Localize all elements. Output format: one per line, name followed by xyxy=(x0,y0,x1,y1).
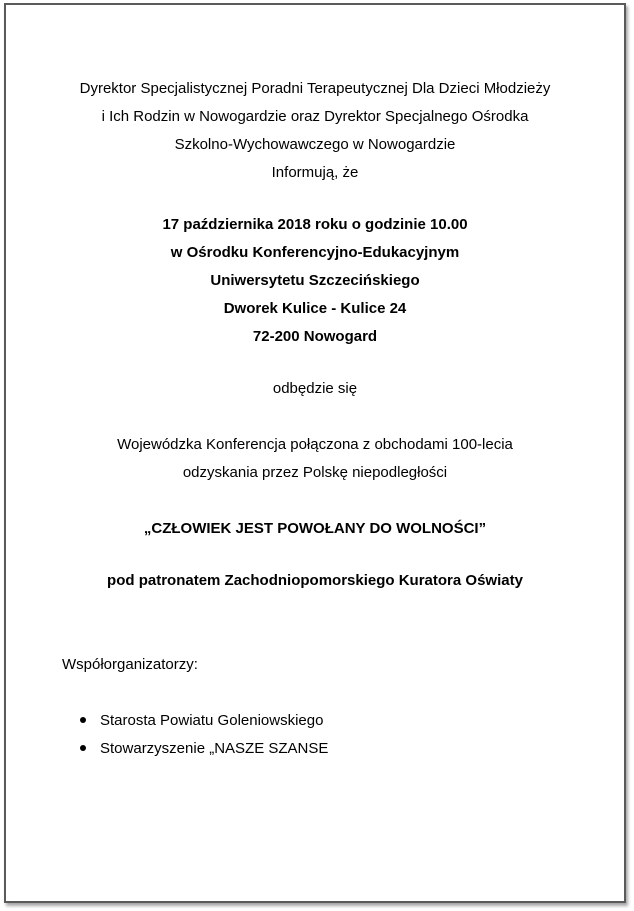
conference-title: „CZŁOWIEK JEST POWOŁANY DO WOLNOŚCI” xyxy=(143,520,487,537)
event-postal: 72-200 Nowogard xyxy=(252,328,378,345)
coorganizers-label: Współorganizatorzy: xyxy=(62,656,198,673)
document-page xyxy=(4,3,626,903)
bullet-icon xyxy=(80,717,86,723)
connector-text: odbędzie się xyxy=(272,380,358,397)
list-item xyxy=(80,740,328,758)
header-line-3: Szkolno-Wychowawczego w Nowogardzie xyxy=(174,136,456,153)
patronage-text: pod patronatem Zachodniopomorskiego Kuratora Oświaty xyxy=(107,572,523,589)
event-date: 17 października 2018 roku o godzinie 10.00 xyxy=(162,216,468,233)
header-line-1: Dyrektor Specjalistycznej Poradni Terapeutycznej Dla Dzieci Młodzieży xyxy=(79,80,551,97)
coorganizer-name: Stowarzyszenie „NASZE SZANSE xyxy=(100,740,329,757)
bullet-icon xyxy=(80,745,86,751)
header-line-2: i Ich Rodzin w Nowogardzie oraz Dyrektor Specjalnego Ośrodka xyxy=(101,108,529,125)
event-venue-2: Uniwersytetu Szczecińskiego xyxy=(210,272,420,289)
list-item xyxy=(80,712,323,730)
coorganizer-name: Starosta Powiatu Goleniowskiego xyxy=(100,712,324,729)
conference-line-1: Wojewódzka Konferencja połączona z obchodami 100-lecia xyxy=(117,436,513,453)
event-venue-1: w Ośrodku Konferencyjno-Edukacyjnym xyxy=(170,244,460,261)
event-address: Dworek Kulice - Kulice 24 xyxy=(223,300,407,317)
header-line-4: Informują, że xyxy=(271,164,359,181)
conference-line-2: odzyskania przez Polskę niepodległości xyxy=(182,464,448,481)
